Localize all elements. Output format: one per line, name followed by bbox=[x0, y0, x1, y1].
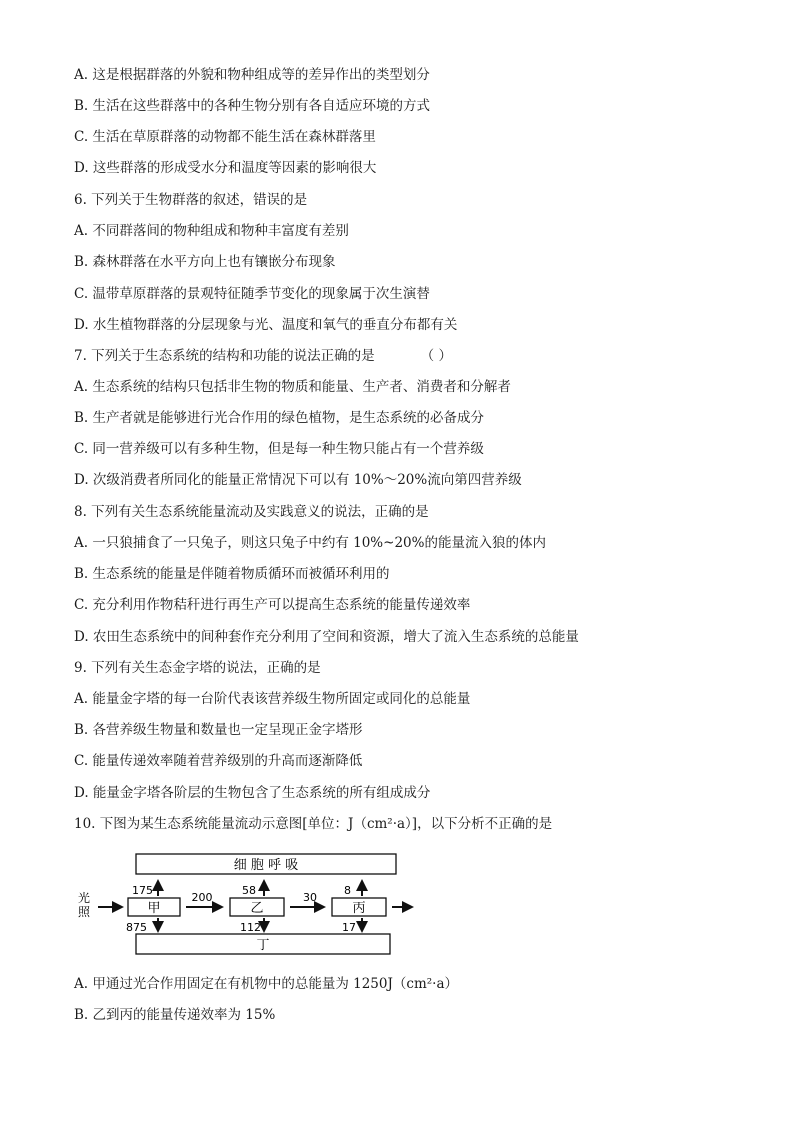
down-value-2: 112 bbox=[240, 921, 261, 934]
answer-option bbox=[74, 975, 458, 993]
question-stem bbox=[74, 347, 452, 365]
line-text: A. 一只狼捕食了一只兔子，则这只兔子中约有 10%~20%的能量流入狼的体内 bbox=[74, 535, 546, 551]
answer-option bbox=[74, 721, 363, 739]
light-label-1: 光 bbox=[78, 891, 91, 905]
line-text: C. 充分利用作物秸秆进行再生产可以提高生态系统的能量传递效率 bbox=[74, 597, 471, 613]
down-value-1: 875 bbox=[126, 921, 147, 934]
answer-option bbox=[74, 159, 376, 177]
line-text: C. 温带草原群落的景观特征随季节变化的现象属于次生演替 bbox=[74, 286, 430, 302]
decomposer-label: 丁 bbox=[256, 938, 270, 953]
line-text: 10. 下图为某生态系统能量流动示意图[单位：J（cm²·a）]，以下分析不正确的是 bbox=[74, 816, 553, 832]
answer-option bbox=[74, 784, 430, 802]
answer-option bbox=[74, 222, 349, 240]
line-text: 8. 下列有关生态系统能量流动及实践意义的说法，正确的是 bbox=[74, 504, 429, 520]
line-text: A. 能量金字塔的每一台阶代表该营养级生物所固定或同化的总能量 bbox=[74, 691, 471, 707]
line-text: B. 生产者就是能够进行光合作用的绿色植物，是生态系统的必备成分 bbox=[74, 410, 485, 426]
answer-option bbox=[74, 440, 484, 458]
answer-option bbox=[74, 285, 430, 303]
line-text: B. 森林群落在水平方向上也有镶嵌分布现象 bbox=[74, 254, 336, 270]
line-text: 6. 下列关于生物群落的叙述，错误的是 bbox=[74, 192, 308, 208]
line-text: D. 能量金字塔各阶层的生物包含了生态系统的所有组成成分 bbox=[74, 785, 431, 801]
up-value-2: 58 bbox=[242, 884, 256, 897]
respiration-label: 细 胞 呼 吸 bbox=[233, 858, 299, 873]
answer-option bbox=[74, 596, 470, 614]
answer-option bbox=[74, 316, 457, 334]
question-stem bbox=[74, 815, 552, 833]
up-value-1: 175 bbox=[132, 884, 153, 897]
line-text: B. 生态系统的能量是伴随着物质循环而被循环利用的 bbox=[74, 566, 390, 582]
question-stem bbox=[74, 659, 321, 677]
answer-option bbox=[74, 471, 522, 489]
node-label-3: 丙 bbox=[352, 901, 366, 916]
down-value-3: 17 bbox=[342, 921, 356, 934]
answer-option bbox=[74, 378, 511, 396]
node-label-1: 甲 bbox=[147, 901, 161, 916]
line-text: 9. 下列有关生态金字塔的说法，正确的是 bbox=[74, 660, 321, 676]
line-text: D. 水生植物群落的分层现象与光、温度和氧气的垂直分布都有关 bbox=[74, 317, 458, 333]
up-value-3: 8 bbox=[344, 884, 351, 897]
answer-option bbox=[74, 752, 362, 770]
line-text: B. 乙到丙的能量传递效率为 15% bbox=[74, 1007, 276, 1023]
light-label-2: 照 bbox=[78, 905, 91, 919]
answer-option bbox=[74, 628, 579, 646]
energy-flow-diagram bbox=[74, 850, 414, 960]
line-text: C. 能量传递效率随着营养级别的升高而逐渐降低 bbox=[74, 753, 363, 769]
line-text: A. 甲通过光合作用固定在有机物中的总能量为 1250J（cm²·a） bbox=[74, 976, 459, 992]
line-text: D. 次级消费者所同化的能量正常情况下可以有 10%～20%流向第四营养级 bbox=[74, 472, 522, 488]
line-text: A. 不同群落间的物种组成和物种丰富度有差别 bbox=[74, 223, 349, 239]
flow-value-1: 200 bbox=[191, 891, 213, 904]
answer-option bbox=[74, 409, 484, 427]
answer-option bbox=[74, 97, 430, 115]
answer-option bbox=[74, 66, 430, 84]
question-stem bbox=[74, 503, 429, 521]
answer-option bbox=[74, 128, 376, 146]
flow-value-2: 30 bbox=[303, 891, 317, 904]
answer-option bbox=[74, 534, 546, 552]
answer-blank: （ ） bbox=[420, 348, 452, 364]
line-text: B. 各营养级生物量和数量也一定呈现正金字塔形 bbox=[74, 722, 363, 738]
line-text: C. 生活在草原群落的动物都不能生活在森林群落里 bbox=[74, 129, 376, 145]
line-text: 7. 下列关于生态系统的结构和功能的说法正确的是 bbox=[74, 348, 375, 364]
line-text: A. 这是根据群落的外貌和物种组成等的差异作出的类型划分 bbox=[74, 67, 430, 83]
line-text: D. 农田生态系统中的间种套作充分利用了空间和资源，增大了流入生态系统的总能量 bbox=[74, 629, 579, 645]
answer-option bbox=[74, 565, 390, 583]
line-text: C. 同一营养级可以有多种生物，但是每一种生物只能占有一个营养级 bbox=[74, 441, 484, 457]
answer-option bbox=[74, 253, 336, 271]
answer-option bbox=[74, 690, 470, 708]
node-label-2: 乙 bbox=[250, 901, 264, 916]
question-stem bbox=[74, 191, 307, 209]
line-text: A. 生态系统的结构只包括非生物的物质和能量、生产者、消费者和分解者 bbox=[74, 379, 511, 395]
line-text: D. 这些群落的形成受水分和温度等因素的影响很大 bbox=[74, 160, 377, 176]
line-text: B. 生活在这些群落中的各种生物分别有各自适应环境的方式 bbox=[74, 98, 431, 114]
answer-option bbox=[74, 1006, 275, 1024]
